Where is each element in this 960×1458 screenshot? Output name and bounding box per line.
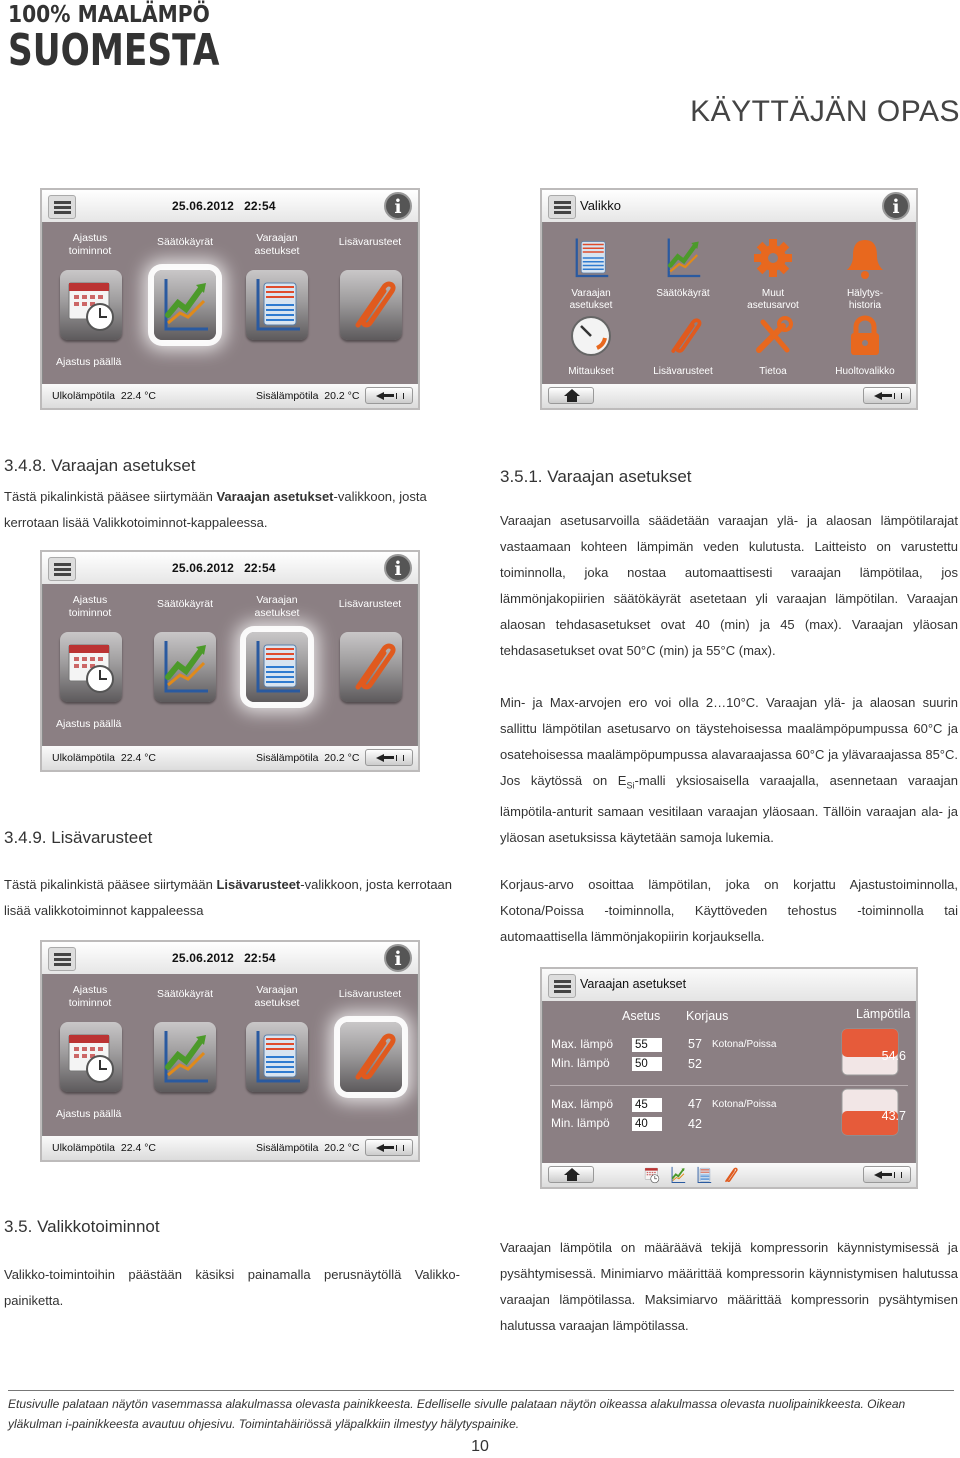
upper-tank-temp: 54.6	[881, 1049, 906, 1063]
text-part: Min- ja Max-arvojen ero voi olla 2…10°C. Varaajan ylä- ja alaosan suurin sallittu lämpötilan asetusarvo on täystehoisessa maalämpöpumpussa 60°C ja osatehoisessa maalämpöpumpussa alavaraajassa 60°C ja ylävaraajassa 85°C. Jos käytössä on E	[500, 695, 958, 788]
upper-max-label: Max. lämpö	[551, 1037, 614, 1051]
indoor-value: 20.2 °C	[324, 1142, 360, 1154]
text-3-5	[4, 1262, 460, 1314]
info-button[interactable]	[880, 192, 912, 220]
bottom-bar	[542, 1163, 916, 1187]
curve-chart-icon[interactable]	[668, 1165, 688, 1185]
brand-logo	[8, 2, 279, 76]
menu-item-halytys[interactable]	[828, 234, 902, 312]
menu-item-label: Huoltovalikko	[835, 366, 895, 377]
indoor-label: Sisälämpötila	[256, 752, 319, 764]
tab-ajastus[interactable]: Ajastus toiminnot	[68, 232, 112, 257]
info-icon	[384, 192, 412, 220]
calendar-clock-icon	[64, 635, 118, 699]
back-arrow-icon	[396, 393, 404, 399]
menu-item-label: Tietoa	[759, 366, 787, 377]
calendar-clock-icon	[64, 273, 118, 337]
menu-button[interactable]	[48, 195, 76, 219]
tab-ajastus[interactable]: Ajastus toiminnot	[68, 594, 112, 619]
text-subscript: Si	[626, 780, 635, 791]
main-screen-2	[40, 550, 420, 772]
tab-varaajan[interactable]: Varaajan asetukset	[254, 594, 300, 619]
status-text: Ajastus päällä	[56, 1108, 122, 1120]
heading-3-5: 3.5. Valikkotoiminnot	[4, 1217, 160, 1236]
menu-button[interactable]	[48, 947, 76, 971]
text-part: Tästä pikalinkistä pääsee siirtymään	[4, 877, 217, 892]
back-button[interactable]	[365, 1139, 413, 1156]
curve-chart-icon	[158, 273, 212, 337]
paperclip-icon	[344, 273, 398, 337]
varaajan-asetukset-screen	[540, 967, 918, 1189]
divider	[550, 1085, 908, 1086]
tab-varaajan[interactable]: Varaajan asetukset	[254, 984, 300, 1009]
lower-min-input[interactable]: 40	[632, 1117, 662, 1131]
bottom-bar	[42, 1136, 418, 1160]
indoor-label: Sisälämpötila	[256, 390, 319, 402]
tab-saatokayrat[interactable]: Säätökäyrät	[156, 988, 214, 1000]
curve-chart-icon	[158, 1025, 212, 1089]
saatokayrat-tile[interactable]	[154, 632, 216, 702]
calendar-clock-icon	[64, 1025, 118, 1089]
tools-icon	[749, 312, 797, 360]
indoor-temp	[256, 390, 359, 402]
info-button[interactable]	[382, 554, 414, 582]
upper-mode: Kotona/Poissa	[712, 1039, 777, 1050]
curve-chart-icon	[659, 234, 707, 282]
main-screen-1	[40, 188, 420, 410]
brand-line-2: SUOMESTA	[8, 25, 220, 76]
back-arrow-icon	[894, 393, 902, 399]
date: 25.06.2012	[172, 561, 235, 575]
date: 25.06.2012	[172, 199, 235, 213]
bottom-bar	[542, 384, 916, 408]
status-text: Ajastus päällä	[56, 356, 122, 368]
time: 22:54	[244, 561, 276, 575]
back-arrow-icon	[894, 1172, 902, 1178]
ajastus-tile[interactable]	[60, 1022, 122, 1092]
menu-item-lisavarusteet[interactable]	[646, 312, 720, 378]
heading-3-4-8: 3.4.8. Varaajan asetukset	[4, 456, 196, 475]
lisavarusteet-tile[interactable]	[340, 270, 402, 340]
tank-icon	[250, 1025, 304, 1089]
saatokayrat-tile[interactable]	[154, 270, 216, 340]
time: 22:54	[244, 951, 276, 965]
paperclip-icon[interactable]	[720, 1165, 740, 1185]
text-3-5-1-p2	[500, 690, 958, 851]
indoor-temp	[256, 752, 359, 764]
menu-title: Valikko	[580, 198, 621, 213]
text-part: -valikkoon, josta kerrotaan lisää Valikkotoiminnot-kappaleessa.	[4, 489, 427, 530]
col-korjaus: Korjaus	[686, 1009, 729, 1023]
text-bold: Varaajan asetukset	[216, 489, 334, 504]
back-button[interactable]	[863, 387, 911, 404]
text-3-4-8	[4, 484, 460, 536]
col-lampotila: Lämpötila	[856, 1007, 911, 1021]
document-title: KÄYTTÄJÄN OPAS	[690, 95, 960, 128]
info-icon	[882, 192, 910, 220]
home-button[interactable]	[548, 1166, 594, 1183]
tab-varaajan[interactable]: Varaajan asetukset	[254, 232, 300, 257]
info-button[interactable]	[382, 192, 414, 220]
text-part: -valikkoon, josta kerrotaan lisää valikkotoiminnot kappaleessa	[4, 877, 453, 918]
menu-item-varaajan[interactable]	[554, 234, 628, 312]
outdoor-temp	[52, 1142, 156, 1154]
lock-icon	[841, 312, 889, 360]
paperclip-icon	[344, 1025, 398, 1089]
outdoor-value: 22.4 °C	[120, 1142, 157, 1154]
lower-mode: Kotona/Poissa	[712, 1099, 777, 1110]
back-arrow-icon	[396, 1145, 404, 1151]
indoor-label: Sisälämpötila	[256, 1142, 319, 1154]
tank-icon	[250, 635, 304, 699]
home-button[interactable]	[548, 387, 594, 404]
main-screen-3	[40, 940, 420, 1162]
gear-icon	[749, 234, 797, 282]
curve-chart-icon	[158, 635, 212, 699]
lower-max-input[interactable]: 45	[632, 1098, 662, 1112]
back-arrow-icon	[396, 755, 404, 761]
menu-button[interactable]	[48, 557, 76, 581]
menu-button[interactable]	[548, 974, 576, 998]
bottom-bar	[42, 746, 418, 770]
calendar-clock-icon[interactable]	[642, 1165, 662, 1185]
menu-item-tietoa[interactable]	[736, 312, 810, 378]
datetime	[172, 951, 276, 965]
lower-min-label: Min. lämpö	[551, 1116, 610, 1130]
text-3-4-9	[4, 872, 460, 924]
indoor-value: 20.2 °C	[324, 752, 360, 764]
outdoor-value: 22.4 °C	[120, 390, 157, 402]
upper-min-corr: 52	[688, 1057, 702, 1071]
text-bold: Lisävarusteet	[216, 877, 301, 892]
varaajan-tile[interactable]	[246, 632, 308, 702]
outdoor-temp	[52, 390, 156, 402]
heading-3-4-9: 3.4.9. Lisävarusteet	[4, 828, 153, 847]
tab-ajastus[interactable]: Ajastus toiminnot	[68, 984, 112, 1009]
upper-min-label: Min. lämpö	[551, 1056, 610, 1070]
varaajan-tile[interactable]	[246, 270, 308, 340]
time: 22:54	[244, 199, 276, 213]
outdoor-label: Ulkolämpötila	[52, 1142, 116, 1154]
page-number: 10	[471, 1438, 489, 1455]
outdoor-label: Ulkolämpötila	[52, 390, 116, 402]
bottom-bar	[42, 384, 418, 408]
menu-item-label: Mittaukset	[568, 366, 614, 377]
menu-item-label: Varaajan asetukset	[569, 288, 613, 311]
datetime	[172, 561, 276, 575]
heading-3-5-1: 3.5.1. Varaajan asetukset	[500, 467, 692, 486]
lisavarusteet-tile[interactable]	[340, 632, 402, 702]
menu-button[interactable]	[548, 195, 576, 219]
indoor-temp	[256, 1142, 359, 1154]
col-asetus: Asetus	[622, 1009, 661, 1023]
lower-max-label: Max. lämpö	[551, 1097, 614, 1111]
back-button[interactable]	[365, 387, 413, 404]
ajastus-tile[interactable]	[60, 632, 122, 702]
paperclip-icon	[659, 312, 707, 360]
bell-icon	[841, 234, 889, 282]
text-part: -malli yksiosaisella varaajalla, asennetaan varaajan lämpötila-anturit samaan vesitilaan varaajan yläosaan. Tällöin varaajan ala- ja yläosan asetuksissa käytetään samoja lukemia.	[500, 773, 959, 845]
indoor-value: 20.2 °C	[324, 390, 360, 402]
info-icon	[384, 554, 412, 582]
tank-icon	[250, 273, 304, 337]
back-button[interactable]	[863, 1166, 911, 1183]
text-3-5-1-p1: Varaajan asetusarvoilla säädetään varaajan ylä- ja alaosan lämpötilarajat vastaamaan kohteen lämpimän veden kulutusta. Laitteisto on varustettu toiminnolla, joka nostaa automaattisesti varaajan lämpötilaa, jos lämmönjakopiirien säätökäyrät asetetaan yli varaajan lämpötilan. Varaajan alaosan tehdasasetukset ovat 40 (min) ja 45 (max). Varaajan yläosan tehdasasetukset ovat 50°C (min) ja 55°C (max).	[500, 513, 958, 658]
tab-lisavarusteet[interactable]: Lisävarusteet	[338, 598, 402, 610]
menu-item-label: Muut asetusarvot	[747, 288, 799, 311]
brand-line-1: 100% MAALÄMPÖ	[8, 2, 210, 28]
saatokayrat-tile[interactable]	[154, 1022, 216, 1092]
menu-item-label: Hälytys- historia	[846, 288, 884, 311]
info-icon	[384, 944, 412, 972]
text-3-5-1-p4: Varaajan lämpötila on määräävä tekijä kompressorin käynnistymisessä ja pysähtymisessä. Minimiarvo määrittää kompressorin käynnistymisen halutussa varaajan lämpötilassa. Maksimiarvo määrittää kompressorin pysähtymisen halutussa varaajan lämpötilassa.	[500, 1240, 958, 1333]
lower-max-corr: 47	[688, 1097, 702, 1111]
upper-min-input[interactable]: 50	[632, 1057, 662, 1071]
datetime	[172, 199, 276, 213]
text-part: Valikko-toimintoihin päästään käsiksi painamalla perusnäytöllä Valikko-painiketta.	[4, 1267, 460, 1308]
outdoor-temp	[52, 752, 156, 764]
footnote: Etusivulle palataan näytön vasemmassa alakulmassa olevasta painikkeesta. Edelliselle sivulle palataan näytön oikeassa alakulmassa olevasta nuolipainikkeesta. Oikean yläkulman i-painikkeesta avautuu ohjesivu. Toimintahäiriössä yläpalkkiin ilmestyy hälytyspainike.	[8, 1390, 954, 1434]
lower-min-corr: 42	[688, 1117, 702, 1131]
outdoor-label: Ulkolämpötila	[52, 752, 116, 764]
menu-item-label: Säätökäyrät	[656, 288, 710, 299]
screen-title: Varaajan asetukset	[580, 977, 687, 991]
tank-icon	[567, 234, 615, 282]
menu-item-saatokayrat[interactable]	[646, 234, 720, 300]
menu-item-huolto[interactable]	[828, 312, 902, 378]
upper-max-input[interactable]: 55	[632, 1038, 662, 1052]
date: 25.06.2012	[172, 951, 235, 965]
text-part: Tästä pikalinkistä pääsee siirtymään	[4, 489, 217, 504]
paperclip-icon	[344, 635, 398, 699]
ajastus-tile[interactable]	[60, 270, 122, 340]
text-3-5-1-p3: Korjaus-arvo osoittaa lämpötilan, joka on korjattu Ajastustoiminnolla, Kotona/Poissa -toiminnolla, Käyttöveden tehostus -toiminnolla tai automaattisella lämmönjakopiirin korjauksella.	[500, 877, 958, 944]
menu-item-muut[interactable]	[736, 234, 810, 312]
tab-lisavarusteet[interactable]: Lisävarusteet	[338, 236, 402, 248]
menu-screen	[540, 188, 918, 410]
status-text: Ajastus päällä	[56, 718, 122, 730]
outdoor-value: 22.4 °C	[120, 752, 157, 764]
menu-item-mittaukset[interactable]	[554, 312, 628, 378]
back-button[interactable]	[365, 749, 413, 766]
info-button[interactable]	[382, 944, 414, 972]
menu-item-label: Lisävarusteet	[653, 366, 713, 377]
lisavarusteet-tile[interactable]	[340, 1022, 402, 1092]
varaajan-tile[interactable]	[246, 1022, 308, 1092]
lower-tank-temp: 43.7	[881, 1109, 906, 1123]
tank-icon[interactable]	[694, 1165, 714, 1185]
tab-saatokayrat[interactable]: Säätökäyrät	[156, 598, 214, 610]
gauge-icon	[567, 312, 615, 360]
upper-max-corr: 57	[688, 1037, 702, 1051]
tab-lisavarusteet[interactable]: Lisävarusteet	[338, 988, 402, 1000]
tab-saatokayrat[interactable]: Säätökäyrät	[156, 236, 214, 248]
